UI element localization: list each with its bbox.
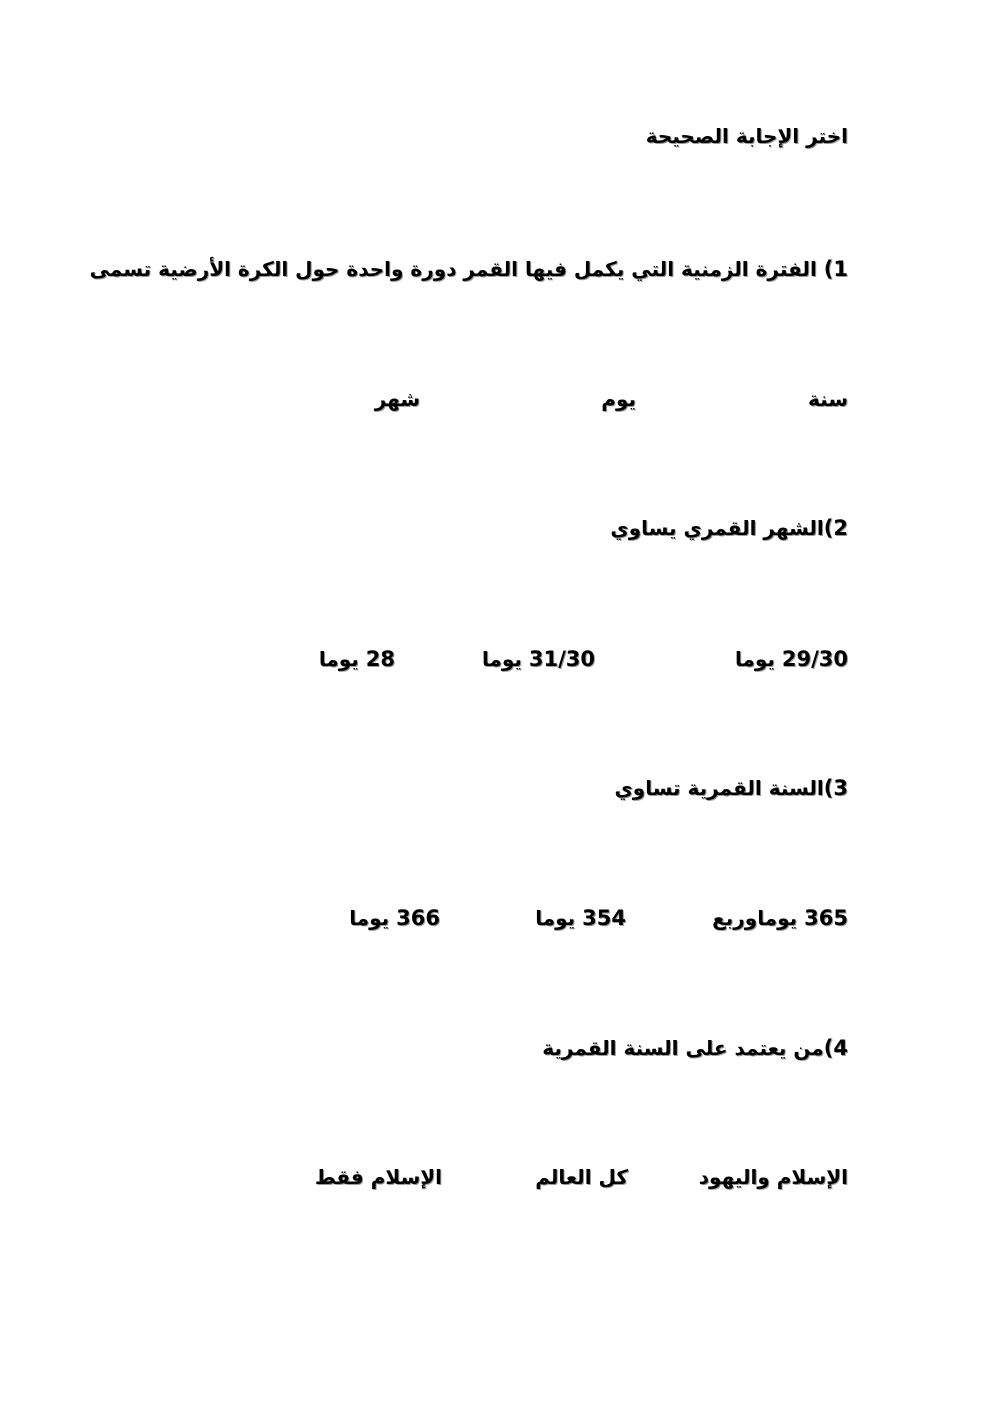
question-2 xyxy=(610,516,848,540)
q2-option-3[interactable] xyxy=(319,647,395,671)
question-2-number: 2) xyxy=(823,516,848,540)
q2-option-1[interactable] xyxy=(735,647,848,671)
q4-option-2[interactable] xyxy=(535,1165,628,1189)
q2-option-2-value: 31/30 xyxy=(528,647,595,671)
q2-option-3-unit: يوما xyxy=(318,647,359,671)
instruction-heading xyxy=(646,124,848,148)
q4-option-1[interactable] xyxy=(699,1165,848,1189)
q3-option-3[interactable] xyxy=(349,906,440,930)
question-1-number: 1) xyxy=(823,257,848,281)
q4-option-2-label: كل العالم xyxy=(535,1165,628,1189)
q4-option-1-label: الإسلام واليهود xyxy=(698,1165,848,1189)
q2-option-3-value: 28 xyxy=(365,647,395,671)
q1-option-3-label: شهر xyxy=(374,387,420,411)
q1-option-2-label: يوم xyxy=(601,387,636,411)
q3-option-1-value: 365 xyxy=(804,906,848,930)
q3-option-3-value: 366 xyxy=(396,906,440,930)
q3-option-1-unit: يوماوربع xyxy=(712,906,798,930)
instruction-text: اختر الإجابة الصحيحة xyxy=(645,124,848,148)
q3-option-2[interactable] xyxy=(535,906,626,930)
q3-option-2-value: 354 xyxy=(582,906,626,930)
q1-option-3[interactable] xyxy=(375,387,420,411)
q1-option-2[interactable] xyxy=(601,387,636,411)
q3-option-3-unit: يوما xyxy=(349,906,390,930)
q2-option-1-value: 29/30 xyxy=(781,647,848,671)
question-2-text: الشهر القمري يساوي xyxy=(610,516,824,540)
question-3-number: 3) xyxy=(823,776,848,800)
question-1-text: الفترة الزمنية التي يكمل فيها القمر دورة واحدة حول الكرة الأرضية تسمى xyxy=(89,257,817,281)
question-4-text: من يعتمد على السنة القمرية xyxy=(542,1036,824,1060)
question-1 xyxy=(90,257,848,281)
question-3 xyxy=(614,776,848,800)
q1-option-1-label: سنة xyxy=(808,387,848,411)
q2-option-2[interactable] xyxy=(482,647,595,671)
q3-option-2-unit: يوما xyxy=(535,906,576,930)
question-4-number: 4) xyxy=(823,1036,848,1060)
q4-option-3-label: الإسلام فقط xyxy=(314,1165,442,1189)
q2-option-2-unit: يوما xyxy=(481,647,522,671)
q1-option-1[interactable] xyxy=(808,387,848,411)
question-4 xyxy=(542,1036,848,1060)
q2-option-1-unit: يوما xyxy=(734,647,775,671)
q3-option-1[interactable] xyxy=(712,906,848,930)
question-3-text: السنة القمرية تساوي xyxy=(614,776,824,800)
q4-option-3[interactable] xyxy=(315,1165,442,1189)
